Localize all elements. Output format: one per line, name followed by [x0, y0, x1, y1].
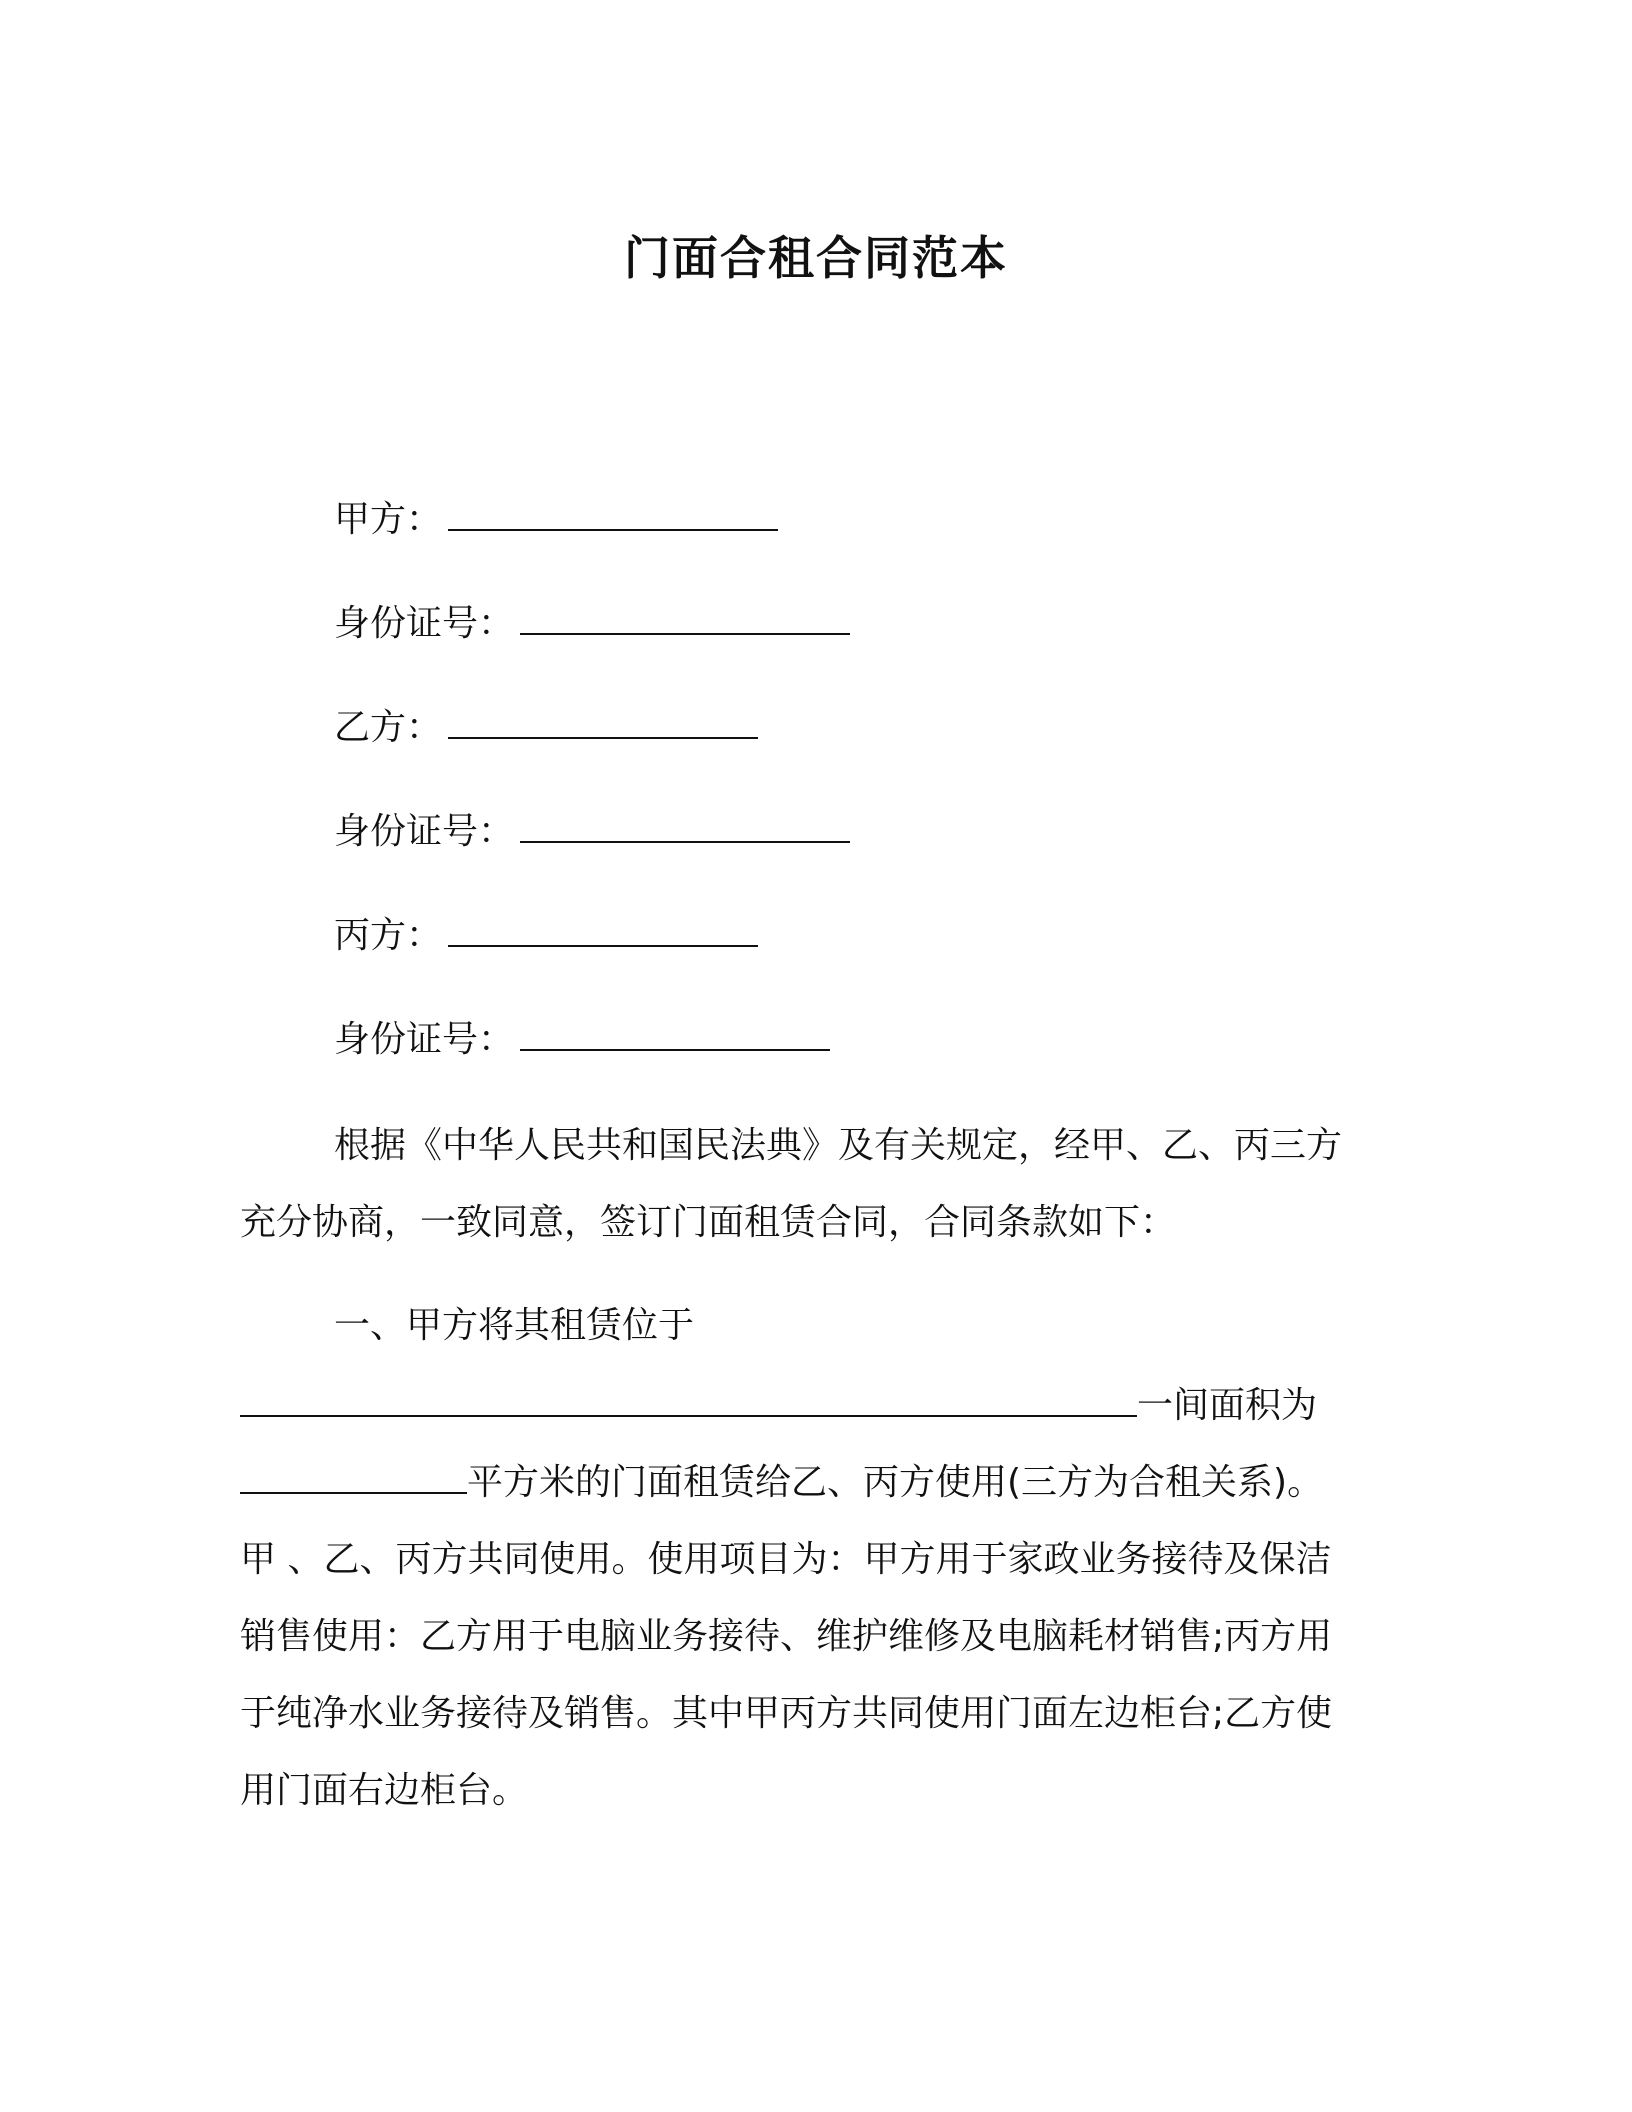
intro-paragraph — [240, 1107, 1392, 1261]
party-c-label: 丙方： — [334, 915, 443, 956]
page-title: 门面合租合同范本 — [624, 231, 1008, 285]
clause-1-heading-block — [240, 1287, 1392, 1364]
party-c-blank[interactable] — [448, 915, 758, 947]
party-b-blank[interactable] — [448, 707, 758, 739]
intro-line-1: 根据《中华人民共和国民法典》及有关规定，经甲、乙、丙三方 — [334, 1125, 1343, 1166]
party-a-field — [334, 496, 778, 544]
clause-1-heading: 一、甲方将其租赁位于 — [334, 1305, 695, 1346]
party-b-id-blank[interactable] — [520, 811, 850, 843]
clause-1-line-4: 销售使用：乙方用于电脑业务接待、维护维修及电脑耗材销售;丙方用 — [240, 1616, 1333, 1657]
clause-1-body — [240, 1367, 1392, 1829]
party-a-id-label: 身份证号： — [334, 603, 515, 644]
party-a-id-blank[interactable] — [520, 603, 850, 635]
party-a-blank[interactable] — [448, 499, 778, 531]
party-c-field — [334, 912, 758, 960]
location-blank[interactable] — [240, 1381, 1137, 1417]
party-b-label: 乙方： — [334, 707, 443, 748]
party-a-label: 甲方： — [334, 499, 443, 540]
area-blank[interactable] — [240, 1458, 467, 1494]
party-b-id-field — [334, 808, 850, 856]
party-c-id-blank[interactable] — [520, 1019, 830, 1051]
party-c-id-label: 身份证号： — [334, 1019, 515, 1060]
clause-1-line-6: 用门面右边柜台。 — [240, 1770, 529, 1811]
clause-1-line-3: 甲 、乙、丙方共同使用。使用项目为：甲方用于家政业务接待及保洁 — [240, 1539, 1332, 1580]
clause-1-after-location: 一间面积为 — [1137, 1385, 1318, 1426]
party-b-field — [334, 704, 758, 752]
party-a-id-field — [334, 600, 850, 648]
party-b-id-label: 身份证号： — [334, 811, 515, 852]
party-c-id-field — [334, 1016, 830, 1064]
intro-line-2: 充分协商，一致同意，签订门面租赁合同，合同条款如下： — [240, 1202, 1177, 1243]
clause-1-line-5: 于纯净水业务接待及销售。其中甲丙方共同使用门面左边柜台;乙方使 — [240, 1693, 1333, 1734]
clause-1-line-1 — [240, 1367, 1392, 1444]
clause-1-line-2 — [240, 1444, 1392, 1521]
clause-1-after-area: 平方米的门面租赁给乙、丙方使用(三方为合租关系)。 — [467, 1462, 1324, 1503]
